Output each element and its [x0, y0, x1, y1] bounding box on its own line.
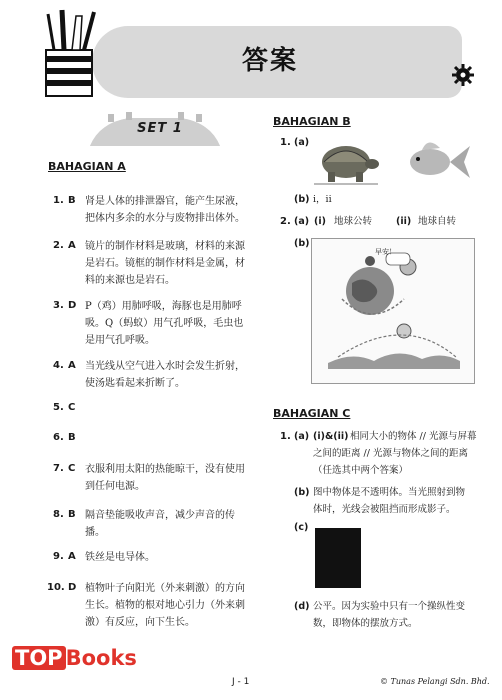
question-answer-letter: D — [68, 582, 77, 593]
c-q1d-line-1: 公平。因为实验中只有一个操纵性变 — [313, 601, 466, 612]
question-explanation-line: 是用气孔呼吸。 — [85, 335, 155, 346]
goldfish-image — [398, 132, 472, 190]
question-answer-letter: A — [68, 360, 76, 371]
cartoon-speech-bubble: 早安！ — [375, 248, 396, 256]
c-q1b-line-2: 体时，光线会被阻挡而形成影子。 — [313, 504, 456, 515]
c-q1-number: 1. — [280, 431, 291, 442]
question-answer-letter: B — [68, 432, 76, 443]
question-explanation-line: 肾是人体的排泄器官，能产生尿液， — [85, 196, 245, 207]
question-number: 6. — [53, 432, 64, 443]
topbooks-logo: TOP Books — [12, 646, 137, 670]
question-answer-letter: B — [68, 195, 76, 206]
question-explanation-line: 隔音垫能吸收声音，减少声音的传 — [85, 510, 235, 521]
b-q1b-label: (b) — [294, 194, 310, 205]
b-q2b-label: (b) — [294, 238, 310, 249]
earth-rotation-diagram — [312, 239, 474, 383]
question-number: 10. — [47, 582, 65, 593]
b-q1a-label: (a) — [294, 137, 310, 148]
question-explanation-line: 使汤匙看起来折断了。 — [85, 378, 185, 389]
c-q1a-line-1: 相同大小的物体 // 光源与屏幕 — [350, 431, 477, 442]
c-q1a-line-2: 之间的距离 // 光源与物体之间的距离 — [313, 448, 468, 459]
section-title-b: BAHAGIAN B — [273, 115, 351, 128]
page-title: 答案 — [241, 46, 298, 76]
shadow-rectangle — [315, 528, 361, 588]
c-q1a-line-3: （任选其中两个答案） — [313, 465, 409, 476]
question-answer-letter: B — [68, 509, 76, 520]
question-explanation-line: 激）有反应，向下生长。 — [85, 617, 195, 628]
c-q1b-label: (b) — [294, 487, 310, 498]
b-q1b-answer: i，ii — [313, 194, 332, 205]
question-explanation-line: 播。 — [85, 527, 105, 538]
question-number: 2. — [53, 240, 64, 251]
b-q1-number: 1. — [280, 137, 291, 148]
b-q2a-ii-label: (ii) — [396, 216, 412, 227]
b-q2a-i-answer: 地球公转 — [334, 216, 373, 227]
question-number: 3. — [53, 300, 64, 311]
question-explanation-line: 吸。Q（蚂蚁）用气孔呼吸，毛虫也 — [85, 318, 244, 329]
section-title-a: BAHAGIAN A — [48, 160, 126, 173]
tortoise-image — [312, 136, 380, 188]
b-q2a-label: (a) — [294, 216, 310, 227]
question-answer-letter: A — [68, 240, 76, 251]
question-number: 1. — [53, 195, 64, 206]
b-q2a-i-label: (i) — [314, 216, 326, 227]
section-title-c: BAHAGIAN C — [273, 407, 351, 420]
question-explanation-line: 是岩石。镜框的制作材料是金属，材 — [85, 258, 245, 269]
question-answer-letter: D — [68, 300, 77, 311]
question-number: 9. — [53, 551, 64, 562]
copyright: © Tunas Pelangi Sdn. Bhd. — [380, 677, 490, 686]
c-q1a-sub-label: (i)&(ii) — [313, 431, 349, 442]
c-q1b-line-1: 图中物体是不透明体。当光照射到物 — [313, 487, 466, 498]
c-q1c-label: (c) — [294, 522, 309, 533]
c-q1d-label: (d) — [294, 601, 310, 612]
question-answer-letter: C — [68, 463, 76, 474]
question-explanation-line: 生长。植物的根对地心引力（外来刺 — [85, 600, 245, 611]
question-explanation-line: 镜片的制作材料是玻璃，材料的来源 — [85, 241, 245, 252]
question-answer-letter: C — [68, 402, 76, 413]
question-number: 4. — [53, 360, 64, 371]
question-explanation-line: 铁丝是电导体。 — [85, 552, 155, 563]
b-q2-number: 2. — [280, 216, 291, 227]
set-label: SET 1 — [137, 121, 183, 136]
pencil-cup-icon — [40, 8, 102, 100]
question-answer-letter: A — [68, 551, 76, 562]
gear-icon — [452, 64, 474, 86]
page-number: J - 1 — [232, 677, 250, 687]
question-explanation-line: 当光线从空气进入水时会发生折射， — [85, 361, 245, 372]
question-number: 8. — [53, 509, 64, 520]
question-explanation-line: 衣服利用太阳的热能晾干，没有使用 — [85, 464, 245, 475]
b-q2a-ii-answer: 地球自转 — [418, 216, 457, 227]
question-explanation-line: 植物叶子向阳光（外来刺激）的方向 — [85, 583, 245, 594]
earth-motion-illustration — [311, 238, 475, 384]
question-explanation-line: P（鸡）用肺呼吸，海豚也是用肺呼 — [85, 301, 242, 312]
question-number: 7. — [53, 463, 64, 474]
question-number: 5. — [53, 402, 64, 413]
question-explanation-line: 到任何电源。 — [85, 481, 145, 492]
c-q1d-line-2: 数，即物体的摆放方式。 — [313, 618, 418, 629]
question-explanation-line: 料的来源也是岩石。 — [85, 275, 175, 286]
question-explanation-line: 把体内多余的水分与废物排出体外。 — [85, 213, 245, 224]
c-q1a-label: (a) — [294, 431, 310, 442]
